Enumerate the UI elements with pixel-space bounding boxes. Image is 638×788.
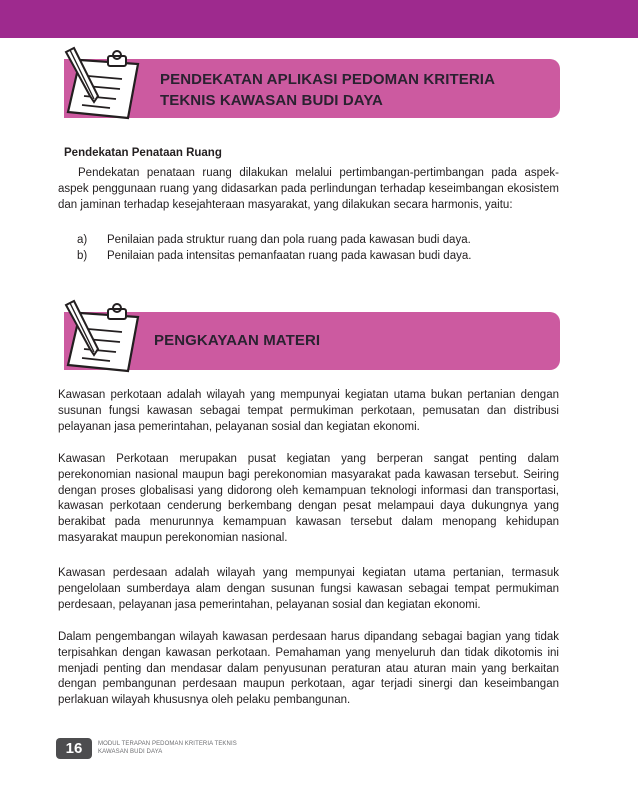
list-marker: b)	[77, 250, 88, 262]
paragraph-kawasan-perkotaan: Kawasan perkotaan adalah wilayah yang mempunyai kegiatan utama bukan pertanian dengan susunan fungsi kawasan sebagai tempat permukiman perkotaan, pemusatan dan distribusi pelayanan jasa pemerintahan, pelayanan sosial dan kegiatan ekonomi.	[58, 389, 559, 433]
footer-module-title	[98, 741, 237, 756]
list-item-text: Penilaian pada struktur ruang dan pola ruang pada kawasan budi daya.	[107, 234, 471, 246]
checklist-pencil-icon	[58, 46, 144, 124]
paragraph-kawasan-perdesaan: Kawasan perdesaan adalah wilayah yang mempunyai kegiatan utama pertanian, termasuk pengelolaan sumberdaya alam dengan susunan fungsi kawasan sebagai tempat permukiman perdesaan, pelayanan jasa pemerintahan, pelayanan sosial dan kegiatan ekonomi.	[58, 567, 559, 611]
banner-title-line1: PENDEKATAN APLIKASI PEDOMAN KRITERIA	[160, 71, 495, 88]
list-item-text: Penilaian pada intensitas pemanfaatan ruang pada kawasan budi daya.	[107, 250, 472, 262]
footer-line2: KAWASAN BUDI DAYA	[98, 748, 163, 755]
footer-line1: MODUL TERAPAN PEDOMAN KRITERIA TEKNIS	[98, 741, 237, 747]
page-number-badge: 16	[56, 738, 92, 759]
list-marker: a)	[77, 234, 88, 246]
subsection-heading: Pendekatan Penataan Ruang	[64, 147, 222, 159]
top-color-bar	[0, 0, 638, 38]
paragraph-pendekatan: Pendekatan penataan ruang dilakukan melalui pertimbangan-pertimbangan pada aspek-aspek penggunaan ruang yang didasarkan pada perlindungan terhadap keseimbangan ekosistem dan jaminan terhadap kesejahteraan masyarakat, yang dilakukan secara harmonis, yaitu:	[58, 167, 559, 211]
banner-title: PENGKAYAAN MATERI	[154, 332, 321, 349]
paragraph-pengembangan-wilayah: Dalam pengembangan wilayah kawasan perdesaan harus dipandang sebagai bagian yang tidak terpisahkan dengan kawasan perkotaan. Pemahaman yang menyeluruh dan tidak dikotomis ini menjadi penting dan mendasar dalam penyusunan peraturan atau aturan main yang berkaitan dengan pembangunan perdesaan maupun perkotaan, agar terjadi sinergi dan keseimbangan perlakuan wilayah khususnya oleh pelaku pembangunan.	[58, 631, 559, 707]
banner-title-line2: TEKNIS KAWASAN BUDI DAYA	[160, 92, 383, 109]
paragraph-peran-perkotaan: Kawasan Perkotaan merupakan pusat kegiatan yang berperan sangat penting dalam perekonomian nasional maupun bagi perekonomian masyarakat pada kawasan tersebut. Seiring dengan proses globalisasi yang didorong oleh kemampuan teknologi informasi dan transportasi, kawasan perkotaan cenderung berkembang dengan pesat melampaui daya dukungnya yang berakibat pada menurunnya kemampuan kawasan tersebut dalam menopang kehidupan masyarakat maupun perekonomian nasional.	[58, 453, 559, 544]
checklist-pencil-icon	[58, 299, 144, 377]
